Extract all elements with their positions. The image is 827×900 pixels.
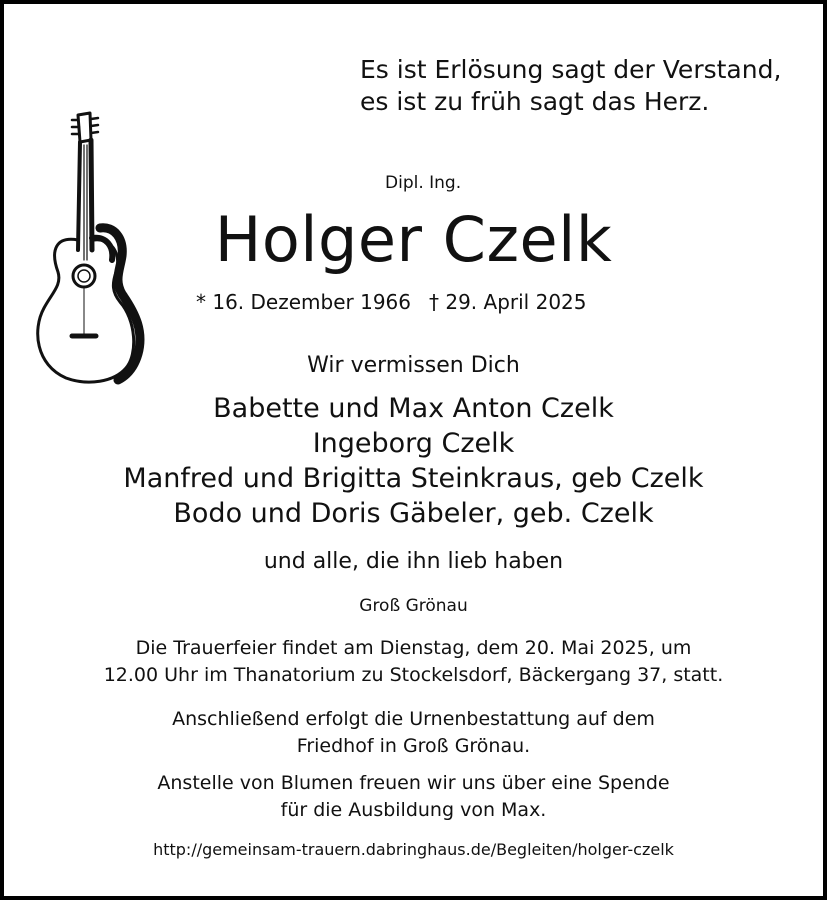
funeral-line: Die Trauerfeier findet am Dienstag, dem 20. Mai 2025, um [135,637,692,659]
burial-info [0,706,827,760]
burial-line: Friedhof in Groß Grönau. [296,735,531,757]
place: Groß Grönau [359,596,468,616]
donation-line: Anstelle von Blumen freuen wir uns über eine Spende [157,772,670,794]
donation-info [0,770,827,824]
life-dates [196,290,587,314]
birth-date: * 16. Dezember 1966 [196,290,411,314]
death-date: † 29. April 2025 [429,290,587,314]
quote [360,54,800,118]
quote-line-2: es ist zu früh sagt das Herz. [360,87,710,116]
funeral-info [0,635,827,689]
mourner-line: Bodo und Doris Gäbeler, geb. Czelk [173,498,654,529]
deceased-name-text: Holger Czelk [214,203,613,276]
deceased-name [0,200,827,280]
burial-line: Anschließend erfolgt die Urnenbestattung auf dem [172,708,655,730]
mourner-line: Manfred und Brigitta Steinkraus, geb Czelk [123,463,704,494]
mourners-list [0,391,827,531]
funeral-line: 12.00 Uhr im Thanatorium zu Stockelsdorf, Bäckergang 37, statt. [103,664,724,686]
mourner-line: Babette und Max Anton Czelk [213,393,614,424]
deceased-title: Dipl. Ing. [385,173,462,193]
memorial-url[interactable]: http://gemeinsam-trauern.dabringhaus.de/Begleiten/holger-czelk [153,840,674,859]
mourner-line: Ingeborg Czelk [312,428,515,459]
quote-line-1: Es ist Erlösung sagt der Verstand, [360,55,782,84]
donation-line: für die Ausbildung von Max. [280,799,547,821]
mourners-intro: Wir vermissen Dich [307,353,520,378]
mourners-closing: und alle, die ihn lieb haben [263,549,564,574]
